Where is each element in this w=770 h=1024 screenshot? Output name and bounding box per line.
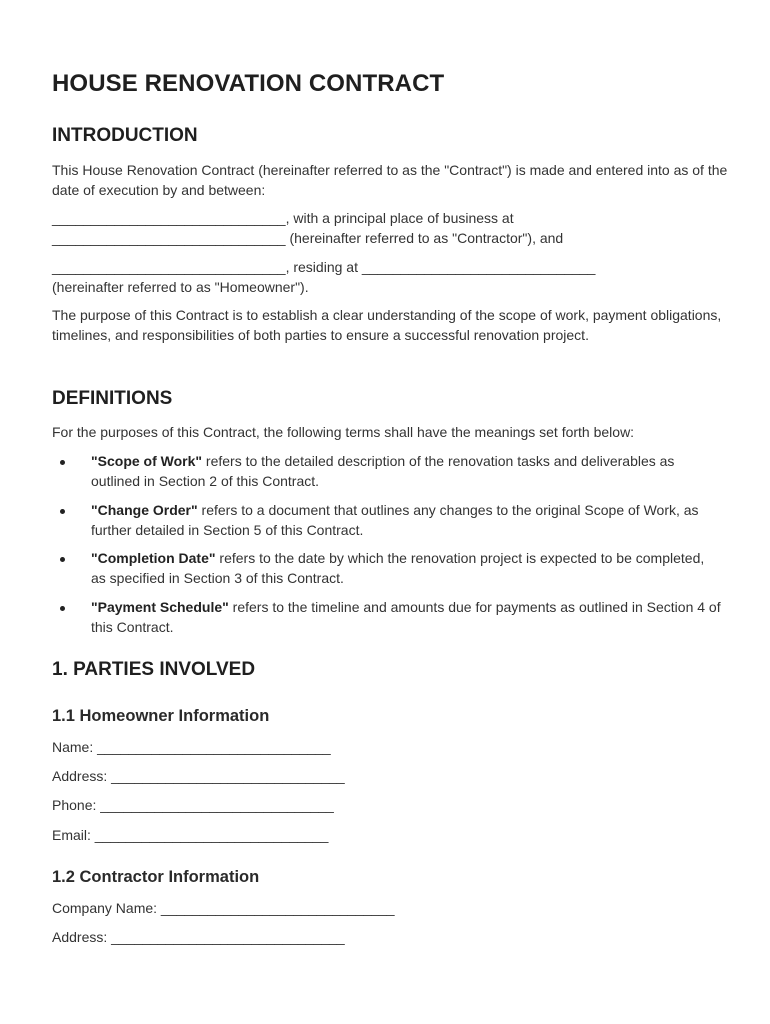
definition-item — [52, 598, 722, 637]
document-title: HOUSE RENOVATION CONTRACT — [52, 70, 445, 97]
introduction-paragraph: This House Renovation Contract (hereinafter referred to as the "Contract") is made and entered into as of the date of execution by and between: — [52, 162, 728, 198]
bullet-icon — [60, 557, 65, 562]
definition-term: "Scope of Work" — [91, 453, 203, 469]
homeowner-info-heading: 1.1 Homeowner Information — [52, 707, 270, 725]
definitions-intro: For the purposes of this Contract, the following terms shall have the meanings set forth below: — [52, 424, 635, 440]
definition-text: refers to the date by which the renovation project is expected to be completed, as specified in Section 3 of this Contract. — [91, 550, 705, 586]
definition-text: refers to the timeline and amounts due for payments as outlined in Section 4 of this Contract. — [91, 599, 721, 635]
homeowner-email-field: Email: ______________________________ — [52, 827, 329, 843]
definition-text: refers to the detailed description of the renovation tasks and deliverables as outlined in Section 2 of this Contract. — [91, 453, 675, 489]
contractor-line-2: ______________________________ (hereinafter referred to as "Contractor"), and — [52, 230, 564, 246]
definition-text: refers to a document that outlines any changes to the original Scope of Work, as further detailed in Section 5 of this Contract. — [91, 502, 699, 538]
homeowner-phone-field: Phone: ______________________________ — [52, 797, 334, 813]
homeowner-address-field: Address: ______________________________ — [52, 768, 345, 784]
definition-item — [52, 452, 722, 491]
definitions-heading: DEFINITIONS — [52, 388, 173, 409]
contractor-company-field: Company Name: ______________________________ — [52, 900, 395, 916]
definition-term: "Payment Schedule" — [91, 599, 229, 615]
homeowner-line-1: ______________________________, residing at ______________________________ — [52, 259, 596, 275]
definition-item — [52, 549, 722, 588]
introduction-heading: INTRODUCTION — [52, 125, 198, 146]
bullet-icon — [60, 509, 65, 514]
homeowner-name-field: Name: ______________________________ — [52, 739, 331, 755]
purpose-paragraph: The purpose of this Contract is to establish a clear understanding of the scope of work, payment obligations, timelines, and responsibilities of both parties to ensure a successful renovation project. — [52, 307, 722, 343]
bullet-icon — [60, 606, 65, 611]
definition-item — [52, 501, 722, 540]
homeowner-line-2: (hereinafter referred to as "Homeowner"). — [52, 279, 309, 295]
bullet-icon — [60, 460, 65, 465]
contractor-info-heading: 1.2 Contractor Information — [52, 868, 260, 886]
parties-heading: 1. PARTIES INVOLVED — [52, 659, 256, 680]
definition-term: "Change Order" — [91, 502, 198, 518]
contractor-address-field: Address: ______________________________ — [52, 929, 345, 945]
contractor-line-1: ______________________________, with a principal place of business at — [52, 210, 514, 226]
definition-term: "Completion Date" — [91, 550, 216, 566]
